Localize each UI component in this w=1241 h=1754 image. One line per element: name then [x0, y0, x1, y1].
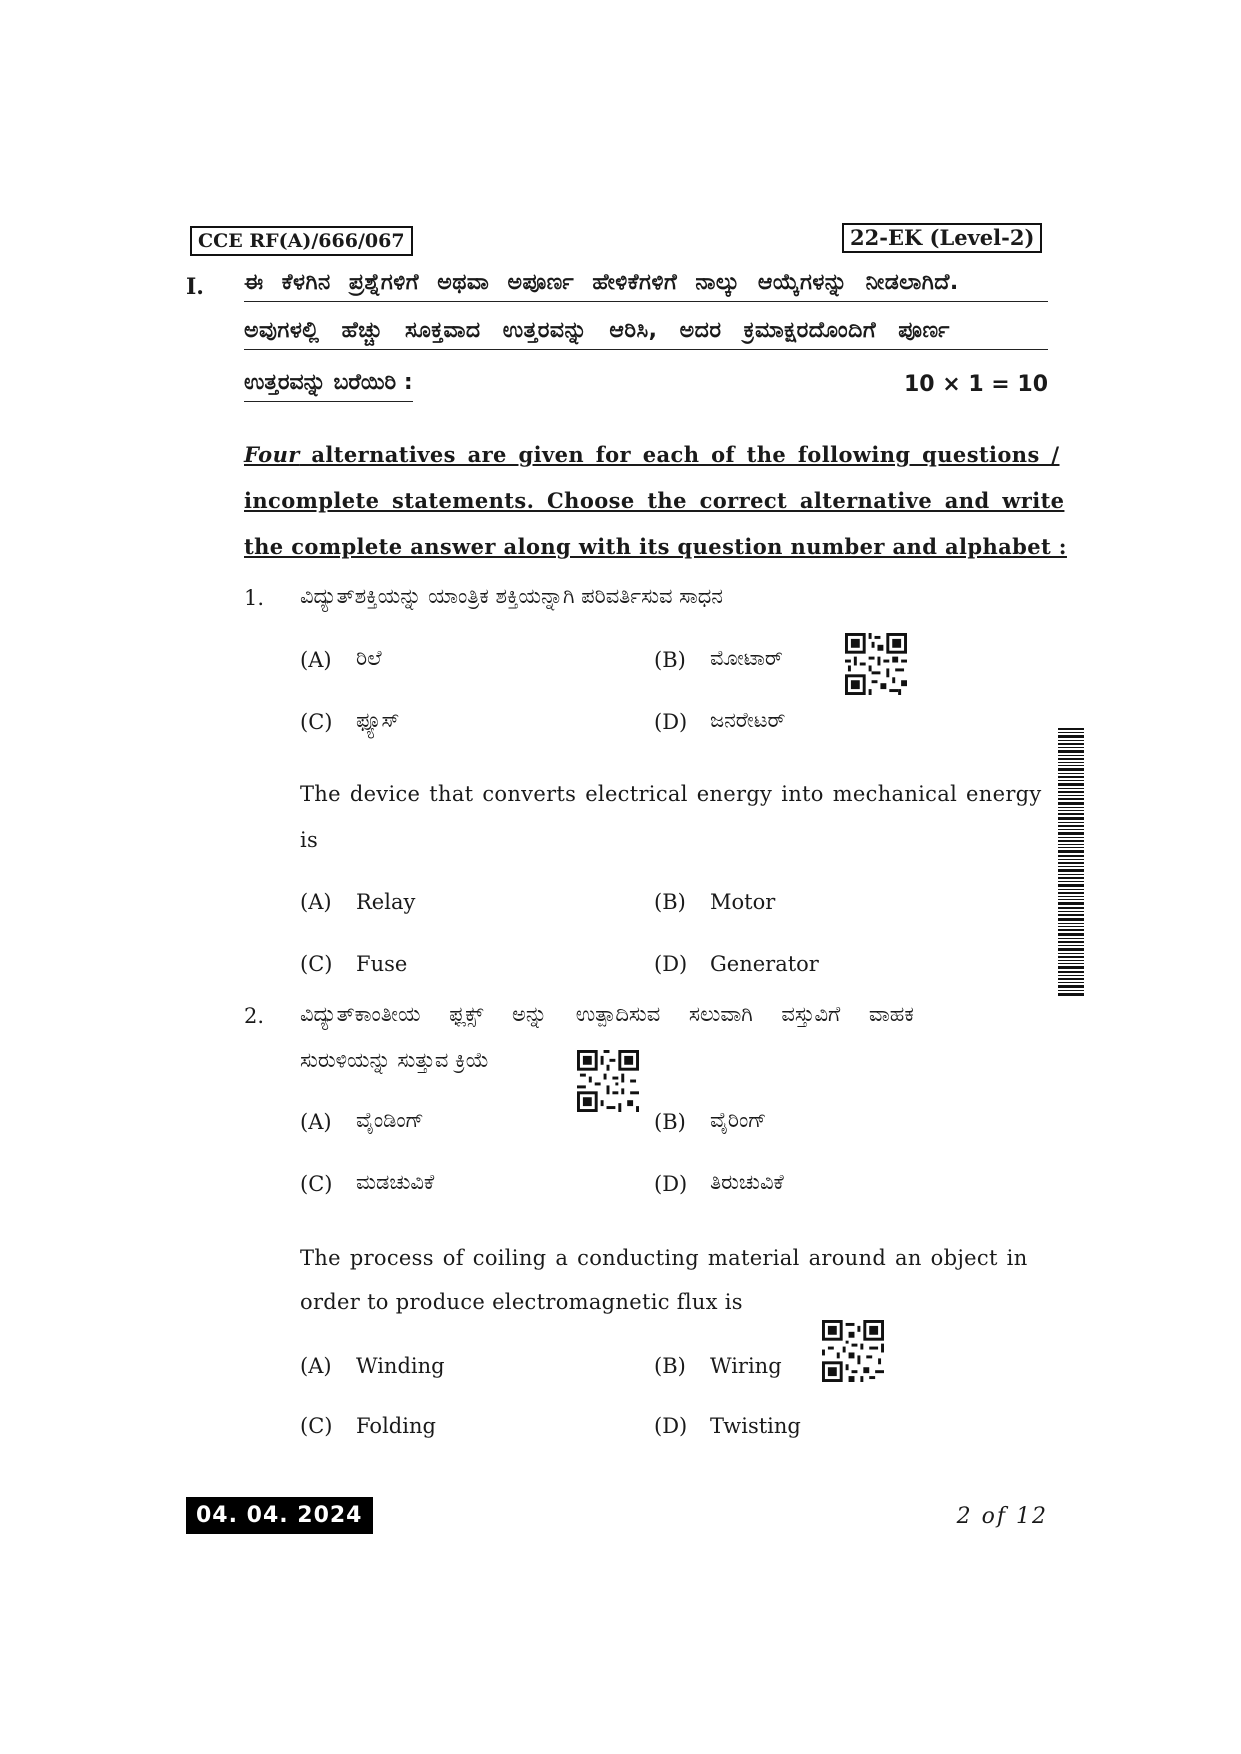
q1-en-opt-a-label: (A)	[300, 890, 332, 914]
q1-en-opt-b: Motor	[710, 890, 776, 914]
q2-en-text-line2: order to produce electromagnetic flux is	[300, 1290, 743, 1314]
q2-kn-opt-c: ಮಡಚುವಿಕೆ	[356, 1170, 435, 1194]
q2-en-opt-d-label: (D)	[654, 1414, 688, 1438]
instruction-en-line2: incomplete statements. Choose the correct alternative and write	[244, 488, 1065, 513]
subject-code: 22-EK (Level-2)	[842, 223, 1042, 253]
qr-code-1-icon	[845, 633, 907, 695]
q1-en-opt-c-label: (C)	[300, 952, 333, 976]
q2-en-opt-c: Folding	[356, 1414, 436, 1438]
qr-code-3-icon	[822, 1320, 884, 1382]
qr-code-2-icon	[577, 1050, 639, 1112]
q1-kn-opt-a: ರಿಲೆ	[356, 646, 382, 670]
instruction-en-line1	[244, 442, 1060, 467]
q2-en-opt-b: Wiring	[710, 1354, 782, 1378]
q2-kn-opt-a-label: (A)	[300, 1110, 332, 1134]
paper-code: CCE RF(A)/666/067	[190, 226, 413, 256]
q2-en-opt-a-label: (A)	[300, 1354, 332, 1378]
q1-kn-opt-b-label: (B)	[654, 648, 686, 672]
exam-date: 04. 04. 2024	[186, 1497, 373, 1534]
instruction-kn-line2: ಅವುಗಳಲ್ಲಿ ಹೆಚ್ಚು ಸೂಕ್ತವಾದ ಉತ್ತರವನ್ನು ಆರಿಸಿ, ಅದರ ಕ್ರಮಾಕ್ಷರದೊಂದಿಗೆ ಪೂರ್ಣ	[244, 318, 1048, 350]
q2-kn-text-line2: ಸುರುಳಿಯನ್ನು ಸುತ್ತುವ ಕ್ರಿಯೆ	[300, 1048, 490, 1072]
q1-en-opt-d: Generator	[710, 952, 819, 976]
q1-kn-text: ವಿದ್ಯುತ್‌ಶಕ್ತಿಯನ್ನು ಯಾಂತ್ರಿಕ ಶಕ್ತಿಯನ್ನಾಗಿ ಪರಿವರ್ತಿಸುವ ಸಾಧನ	[300, 584, 723, 608]
q2-kn-opt-a: ವೈಂಡಿಂಗ್	[356, 1108, 424, 1132]
instruction-kn-line3: ಉತ್ತರವನ್ನು ಬರೆಯಿರಿ :	[244, 370, 413, 402]
q1-en-opt-b-label: (B)	[654, 890, 686, 914]
q1-kn-opt-d-label: (D)	[654, 710, 688, 734]
q2-kn-opt-b: ವೈರಿಂಗ್	[710, 1108, 767, 1132]
q2-en-opt-d: Twisting	[710, 1414, 801, 1438]
q2-kn-text-line1: ವಿದ್ಯುತ್‌ಕಾಂತೀಯ ಫ್ಲಕ್ಸ್ ಅನ್ನು ಉತ್ಪಾದಿಸುವ ಸಲುವಾಗಿ ವಸ್ತುವಿಗೆ ವಾಹಕ	[300, 1002, 914, 1026]
q2-en-opt-c-label: (C)	[300, 1414, 333, 1438]
q1-en-text-line2: is	[300, 828, 319, 852]
q1-kn-opt-c: ಫ್ಯೂಸ್	[356, 708, 400, 732]
q2-number: 2.	[244, 1004, 265, 1028]
q2-kn-opt-d: ತಿರುಚುವಿಕೆ	[710, 1170, 784, 1194]
q1-number: 1.	[244, 586, 265, 610]
q1-en-opt-c: Fuse	[356, 952, 408, 976]
q1-kn-opt-b: ಮೋಟಾರ್	[710, 646, 783, 670]
q1-en-opt-d-label: (D)	[654, 952, 688, 976]
section-number: I.	[186, 274, 204, 300]
page-number: 2 of 12	[956, 1504, 1048, 1529]
q2-kn-opt-d-label: (D)	[654, 1172, 688, 1196]
q2-en-opt-a: Winding	[356, 1354, 445, 1378]
instruction-en-italic: Four	[244, 442, 300, 467]
marks-scheme: 10 × 1 = 10	[903, 372, 1048, 397]
instruction-en-line1-rest: alternatives are given for each of the following questions /	[299, 442, 1060, 467]
q2-en-text-line1: The process of coiling a conducting material around an object in	[300, 1246, 1028, 1270]
barcode-icon	[1058, 728, 1084, 996]
q1-en-text-line1: The device that converts electrical energy into mechanical energy	[300, 782, 1042, 806]
q1-kn-opt-a-label: (A)	[300, 648, 332, 672]
instruction-kn-line1: ಈ ಕೆಳಗಿನ ಪ್ರಶ್ನೆಗಳಿಗೆ ಅಥವಾ ಅಪೂರ್ಣ ಹೇಳಿಕೆಗಳಿಗೆ ನಾಲ್ಕು ಆಯ್ಕೆಗಳನ್ನು ನೀಡಲಾಗಿದೆ.	[244, 270, 1048, 302]
q2-kn-opt-c-label: (C)	[300, 1172, 333, 1196]
instruction-en-line3: the complete answer along with its question number and alphabet :	[244, 534, 1067, 559]
q1-kn-opt-c-label: (C)	[300, 710, 333, 734]
q2-en-opt-b-label: (B)	[654, 1354, 686, 1378]
q1-en-opt-a: Relay	[356, 890, 416, 914]
q2-kn-opt-b-label: (B)	[654, 1110, 686, 1134]
q1-kn-opt-d: ಜನರೇಟರ್	[710, 708, 786, 732]
